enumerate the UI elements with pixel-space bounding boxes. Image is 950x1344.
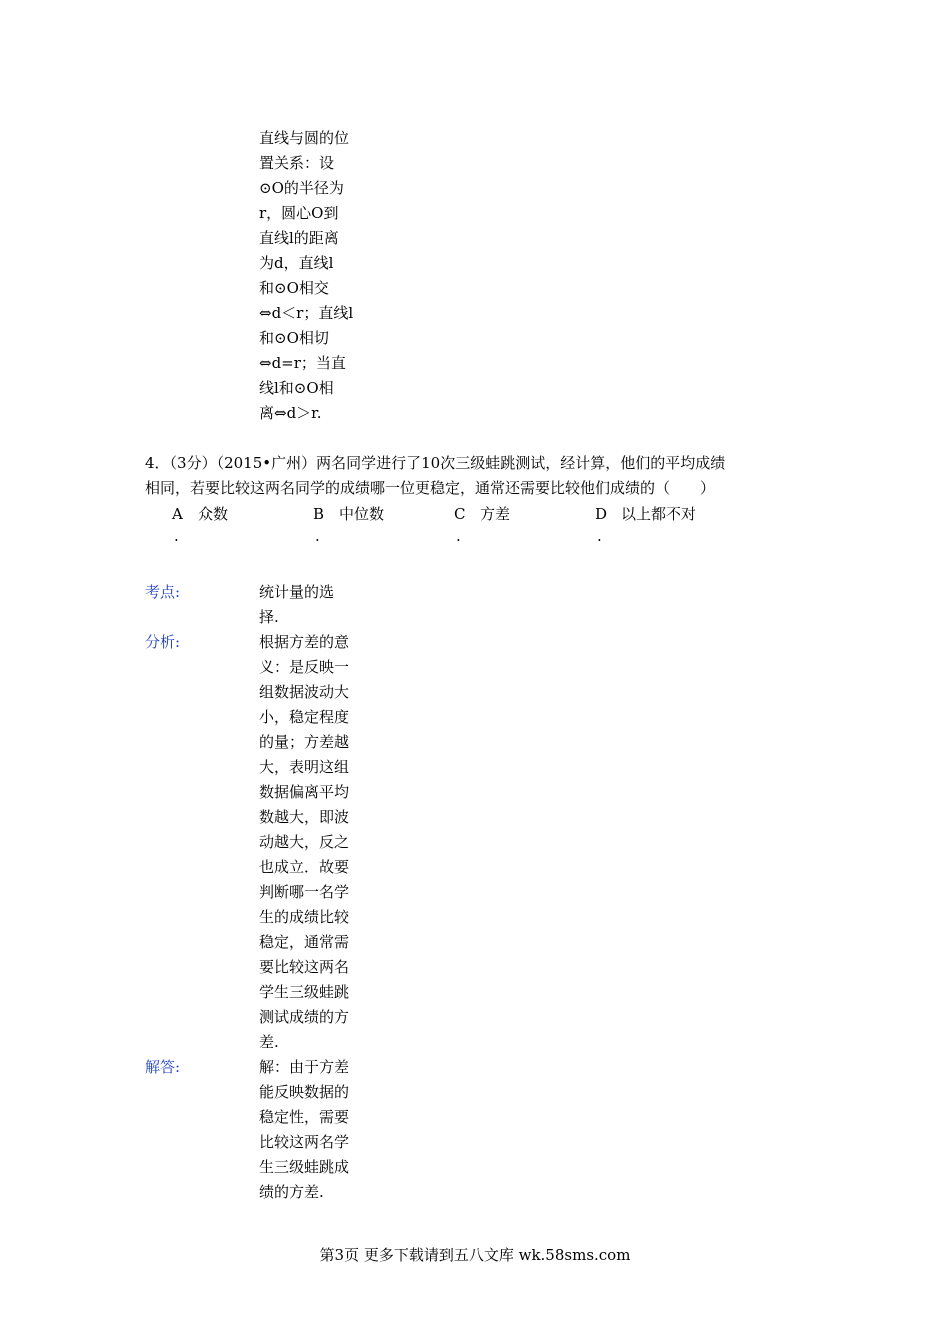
text-line: 小，稳定程度 (259, 708, 350, 726)
text-line: 义：是反映一 (259, 658, 350, 676)
text-line: 和⊙O相交 (259, 279, 329, 297)
text-line: 动越大，反之 (259, 833, 350, 851)
jieda-label: 解答: (145, 1058, 181, 1076)
question-stem-line-2: 相同，若要比较这两名同学的成绩哪一位更稳定，通常还需要比较他们成绩的（ ） (145, 479, 716, 497)
text-line: 大，表明这组 (259, 758, 350, 776)
text-line: 稳定，通常需 (259, 933, 350, 951)
option-text: 中位数 (339, 505, 385, 523)
text-line: ⊙O的半径为 (259, 179, 344, 197)
option-text: 以上都不对 (621, 505, 697, 523)
text-line: 数据偏离平均 (259, 783, 350, 801)
text-line: 直线与圆的位 (259, 129, 350, 147)
text-line: 测试成绩的方 (259, 1008, 350, 1026)
text-line: 根据方差的意 (259, 633, 350, 651)
option-text: 方差 (480, 505, 511, 523)
text-line: 数越大，即波 (259, 808, 350, 826)
text-line: 生三级蛙跳成 (259, 1158, 350, 1176)
text-line: 直线l的距离 (259, 229, 339, 247)
option-letter: B (313, 505, 325, 523)
text-line: 能反映数据的 (259, 1083, 350, 1101)
question-stem-line-1: 4．（3分）（2015•广州）两名同学进行了10次三级蛙跳测试，经计算，他们的平均成绩 (145, 454, 726, 472)
page-footer: 第3页 更多下载请到五八文库 wk.58sms.com (319, 1246, 631, 1264)
previous-answer-block (259, 126, 399, 426)
option-dot: . (456, 527, 461, 545)
text-line: 差. (259, 1033, 279, 1051)
option-dot: . (174, 527, 179, 545)
text-line: 择. (259, 608, 279, 626)
option-dot: . (597, 527, 602, 545)
text-line: 稳定性，需要 (259, 1108, 350, 1126)
text-line: 要比较这两名 (259, 958, 350, 976)
text-line: 比较这两名学 (259, 1133, 350, 1151)
text-line: 为d，直线l (259, 254, 334, 272)
text-line: 组数据波动大 (259, 683, 350, 701)
text-line: 解：由于方差 (259, 1058, 350, 1076)
text-line: 线l和⊙O相 (259, 379, 334, 397)
kaodian-content (259, 580, 399, 630)
option-a (172, 502, 229, 545)
text-line: 置关系：设 (259, 154, 335, 172)
text-line: 生的成绩比较 (259, 908, 350, 926)
text-line: 也成立．故要 (259, 858, 350, 876)
text-line: ⇔d=r；当直 (259, 354, 346, 372)
text-line: 学生三级蛙跳 (259, 983, 350, 1001)
jieda-content (259, 1055, 399, 1205)
text-line: 判断哪一名学 (259, 883, 350, 901)
option-d (595, 502, 697, 545)
kaodian-label: 考点: (145, 583, 181, 601)
option-dot: . (315, 527, 320, 545)
option-letter: C (454, 505, 466, 523)
text-line: ⇔d＜r；直线l (259, 304, 354, 322)
text-line: 离⇔d＞r. (259, 404, 322, 422)
text-line: 统计量的选 (259, 583, 335, 601)
text-line: 和⊙O相切 (259, 329, 329, 347)
option-b (313, 502, 385, 545)
text-line: 的量；方差越 (259, 733, 350, 751)
text-line: r，圆心O到 (259, 204, 339, 222)
fenxi-content (259, 630, 399, 1055)
option-letter: D (595, 505, 608, 523)
option-letter: A (172, 505, 183, 523)
option-text: 众数 (198, 505, 229, 523)
option-c (454, 502, 511, 545)
fenxi-label: 分析: (145, 633, 181, 651)
text-line: 绩的方差. (259, 1183, 324, 1201)
